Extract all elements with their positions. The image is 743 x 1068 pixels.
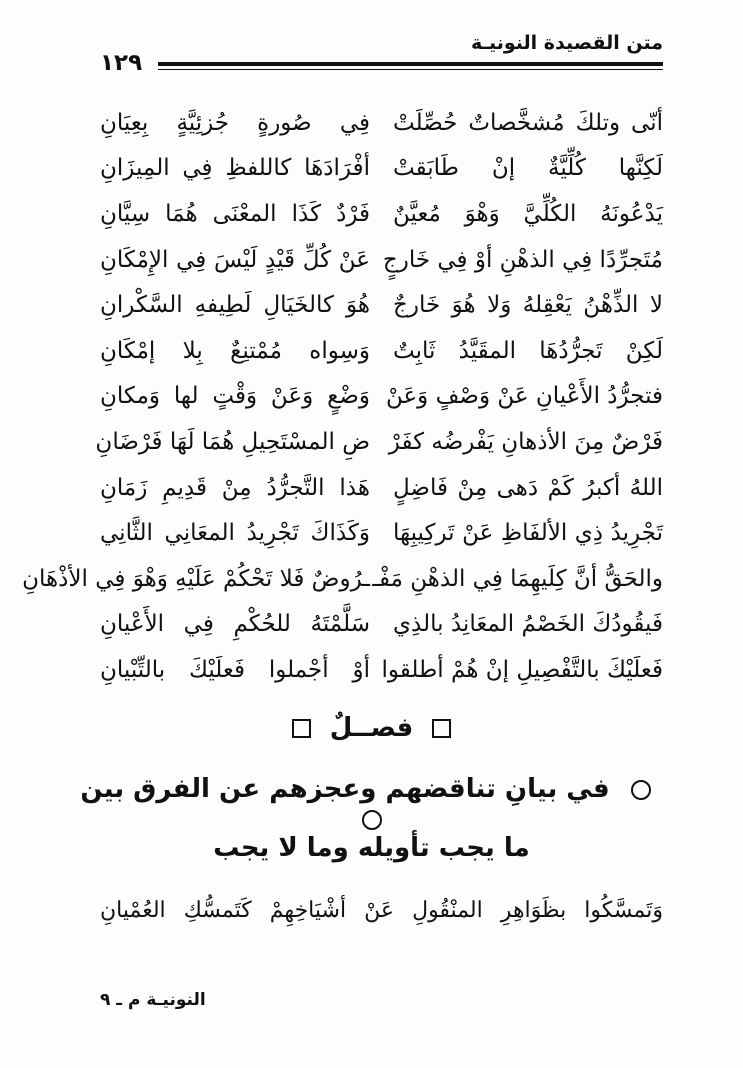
verse-first-hemistich: تَجْرِيدُ ذِي الألفَاظِ عَنْ تَركِيبِهَا bbox=[393, 520, 663, 547]
verse-first-hemistich: والحَقُّ أنَّ كِلَيهِمَا فِي الذهْنِ مَفْـ bbox=[372, 565, 663, 592]
verse bbox=[100, 100, 663, 146]
verse-line: وَتَمسَّكُوا بظَوَاهِرِ المنْقُولِ عَنْ أشْيَاخِهِمْ كَتَمسُّكِ العُمْيانِ bbox=[100, 898, 663, 923]
verse-second-hemistich: هُوَ كالخَيَالِ لَطِيفهِ السَّكْرانِ bbox=[100, 292, 370, 319]
verse-first-hemistich: مُتَجرِّدًا فِي الذهْنِ أوْ فِي خَارجٍ bbox=[382, 246, 663, 273]
page-number: ١٢٩ bbox=[100, 50, 143, 76]
verse bbox=[100, 237, 663, 283]
verse-first-hemistich: أنّى وتلكَ مُشخَّصاتٌ حُصِّلَتْ bbox=[393, 109, 663, 136]
verse bbox=[100, 647, 663, 693]
verse-second-hemistich: سَلَّمْتَهُ للحُكْمِ فِي الأَعْيانِ bbox=[100, 611, 370, 638]
verse-first-hemistich: يَدْعُونَهُ الكُلِّيَّ وَهْوَ مُعيَّنٌ bbox=[393, 200, 663, 227]
verse-second-hemistich: فِي صُورةٍ جُزئِيَّةٍ بِعِيَانِ bbox=[100, 109, 370, 136]
verse-first-hemistich: اللهُ أكبرُ كَمْ دَهى مِنْ فَاضِلٍ bbox=[393, 474, 663, 501]
verse bbox=[100, 374, 663, 420]
verse-first-hemistich: فتجرُّدُ الأَعْيانِ عَنْ وَصْفٍ وَعَنْ bbox=[385, 383, 663, 410]
verse bbox=[95, 419, 663, 465]
verse-second-hemistich: ـرُوضٌ فَلا تَحْكُمْ عَلَيْهِ وَهْوَ فِي الأذْهَانِ bbox=[22, 565, 370, 592]
section-subtitle-text-1: في بيانِ تناقضهم وعجزهم عن الفرق بين bbox=[80, 774, 610, 804]
verse-second-hemistich: وَضْعٍ وَعَنْ وَقْتٍ لها وَمكانِ bbox=[100, 383, 370, 410]
verse-first-hemistich: فَرْضٌ مِنَ الأذهانِ يَفْرضُه كفَرْ bbox=[388, 428, 663, 455]
verse bbox=[100, 282, 663, 328]
verse bbox=[100, 465, 663, 511]
verse-second-hemistich: فَرْدٌ كَذَا المعْنَى هُمَا سِيَّانِ bbox=[100, 200, 370, 227]
verse-second-hemistich: ضِ المسْتَحِيلِ هُمَا لَهَا فَرْضَانِ bbox=[95, 428, 370, 455]
verse-first-hemistich: فَيقُودُكَ الخَصْمُ المعَانِدُ بالذِي bbox=[393, 611, 663, 638]
header-rule-thick bbox=[158, 62, 663, 66]
signature-mark: النونيـة م ـ ٩ bbox=[100, 990, 206, 1010]
verse bbox=[100, 328, 663, 374]
verse-first-hemistich: لَكِنَّها كُلِّيَّةٌ إنْ طَابَقتْ bbox=[393, 155, 663, 182]
page-header bbox=[100, 28, 663, 78]
section-heading-text: فصــلٌ bbox=[329, 713, 414, 743]
verse bbox=[22, 556, 663, 602]
verse-first-hemistich: فَعلَيْكَ بالتَّفْصِيلِ إنْ هُمْ أطلقوا bbox=[381, 656, 663, 683]
square-ornament-icon bbox=[292, 719, 311, 738]
section-subtitle-line-2: ما يجب تأويله وما لا يجب bbox=[213, 833, 530, 863]
poem-verses bbox=[22, 100, 663, 693]
verse-second-hemistich: أوْ أجْملوا فَعلَيْكَ بالتِّبْيانِ bbox=[100, 656, 370, 683]
verse-second-hemistich: عَنْ كُلِّ قَيْدٍ لَيْسَ فِي الإِمْكَانِ bbox=[100, 246, 370, 273]
verse bbox=[100, 191, 663, 237]
circle-ornament-icon bbox=[362, 810, 382, 830]
running-title: متن القصيدة النونيـة bbox=[470, 32, 663, 54]
section-heading bbox=[0, 713, 743, 743]
section-subtitle-line-1 bbox=[60, 774, 683, 834]
verse-second-hemistich: هَذا التَّجرُّدُ مِنْ قَدِيمِ زَمَانِ bbox=[100, 474, 370, 501]
header-rule-thin bbox=[158, 69, 663, 70]
verse-second-hemistich: وَكَذَاكَ تَجْرِيدُ المعَانِي الثَّانِي bbox=[100, 520, 370, 547]
square-ornament-icon bbox=[432, 719, 451, 738]
verse bbox=[100, 510, 663, 556]
verse bbox=[100, 146, 663, 192]
verse-first-hemistich: لا الذِّهْنُ يَعْقِلهُ وَلا هُوَ خَارجٌ bbox=[393, 292, 663, 319]
circle-ornament-icon bbox=[631, 780, 651, 800]
verse-second-hemistich: أفْرَادَهَا كاللفظِ فِي المِيزَانِ bbox=[100, 155, 370, 182]
verse-second-hemistich: وَسِواه مُمْتنِعٌ بِلا إمْكَانِ bbox=[100, 337, 370, 364]
verse bbox=[100, 602, 663, 648]
verse-first-hemistich: لَكِنْ تَجرُّدُهَا المقَيَّدُ ثَابِتٌ bbox=[393, 337, 663, 364]
